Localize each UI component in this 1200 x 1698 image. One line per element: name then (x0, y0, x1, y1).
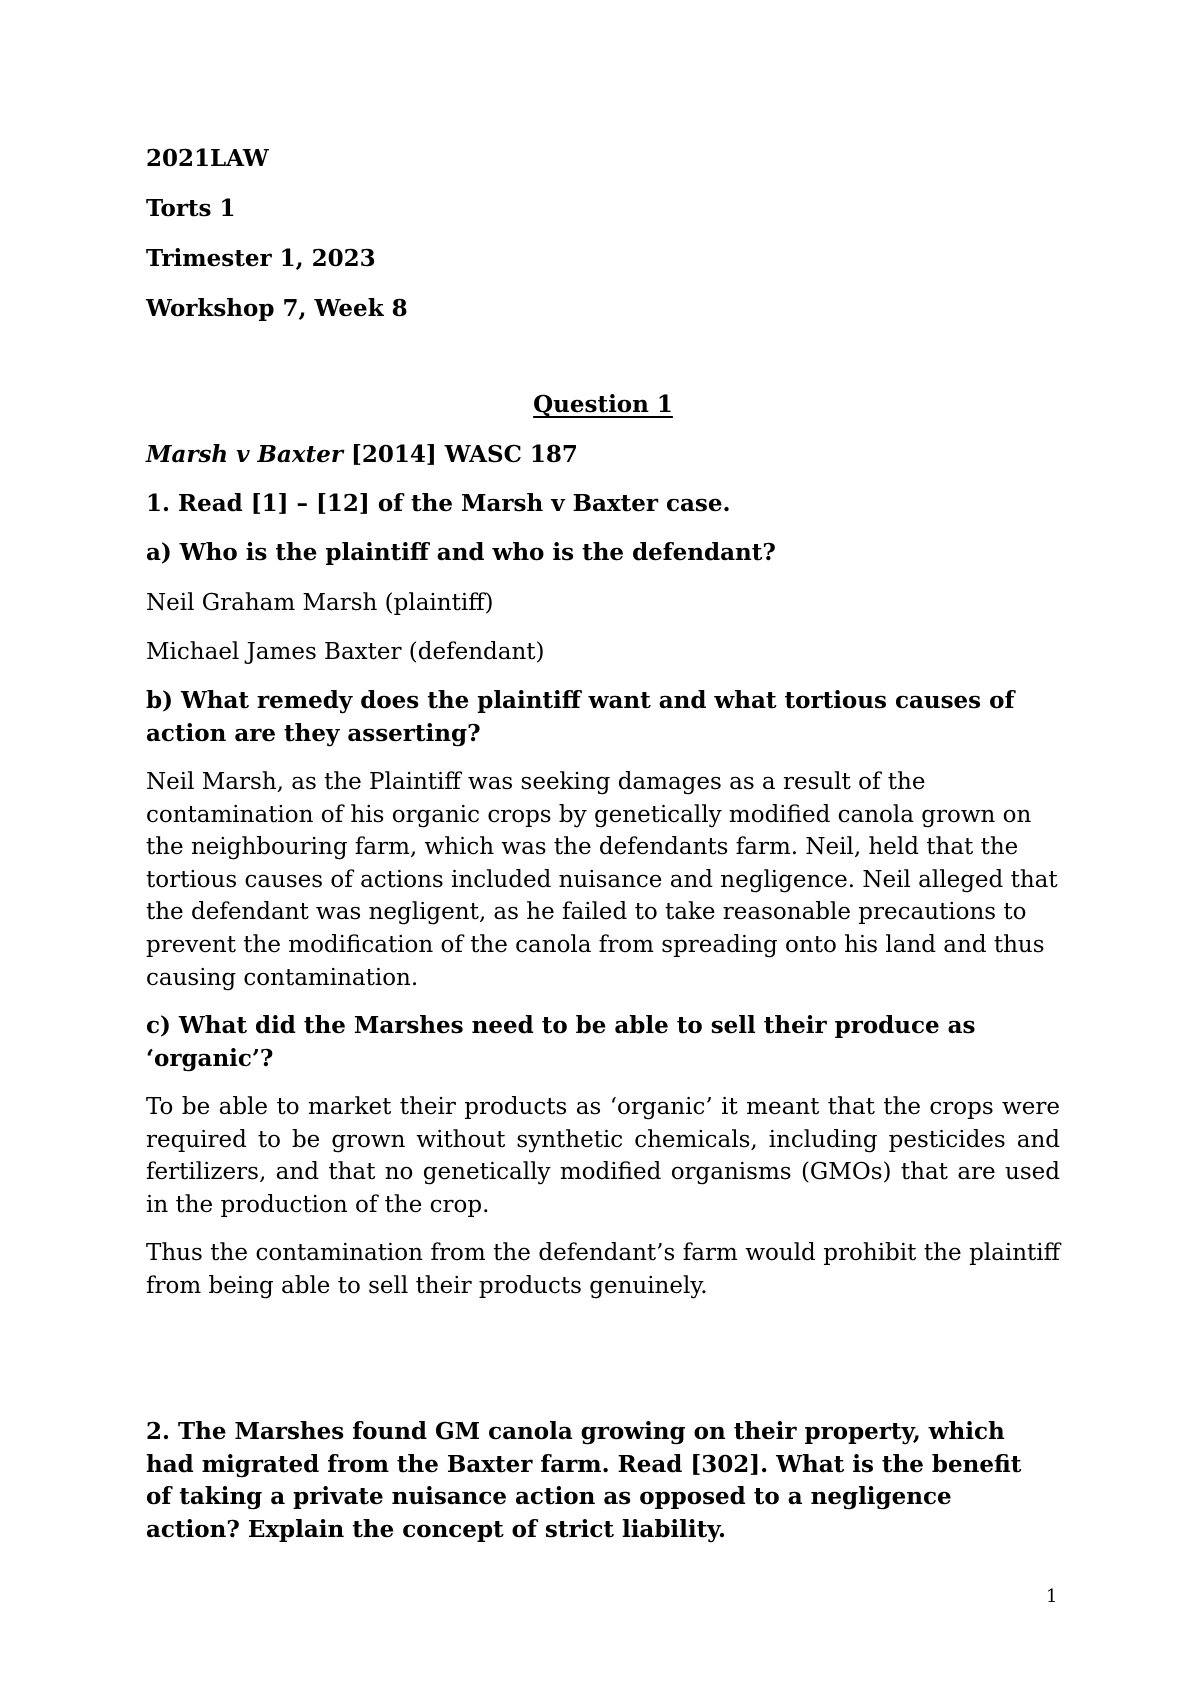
item1-instruction: 1. Read [1] – [12] of the Marsh v Baxter case. (146, 490, 731, 517)
subquestion-b: b) What remedy does the plaintiff want and what tortious causes of action are they asserting? (146, 687, 1015, 747)
subquestion-a: a) Who is the plaintiff and who is the defendant? (146, 539, 776, 566)
document-page (146, 0, 1060, 1698)
answer-a-plaintiff: Neil Graham Marsh (plaintiff) (146, 590, 494, 616)
course-code: 2021LAW (146, 145, 269, 172)
answer-c-paragraph2: Thus the contamination from the defendant’s farm would prohibit the plaintiff from being able to sell their products genuinely. (146, 1240, 1060, 1299)
question2: 2. The Marshes found GM canola growing on their property, which had migrated from the Baxter farm. Read [302]. What is the benefit of taking a private nuisance action as opposed to a negligence action? Explain the concept of strict liability. (146, 1418, 1022, 1543)
page-number: 1 (1046, 1586, 1058, 1607)
course-name: Torts 1 (146, 195, 236, 222)
case-citation: [2014] WASC 187 (342, 441, 578, 468)
answer-a-defendant: Michael James Baxter (defendant) (146, 639, 545, 665)
session: Workshop 7, Week 8 (146, 295, 408, 322)
answer-b: Neil Marsh, as the Plaintiff was seeking damages as a result of the contamination of his organic crops by genetically modified canola grown on the neighbouring farm, which was the defendants farm. Neil, held that the tortious causes of actions included nuisance and negligence. Neil alleged that the defendant was negligent, as he failed to take reasonable precautions to prevent the modification of the canola from spreading onto his land and thus causing contamination. (146, 769, 1058, 991)
case-name: Marsh v Baxter (146, 441, 343, 468)
answer-c-paragraph1: To be able to market their products as ‘organic’ it meant that the crops were required to be grown without synthetic chemicals, including pesticides and fertilizers, and that no genetically modified organisms (GMOs) that are used in the production of the crop. (146, 1094, 1060, 1218)
question1-heading: Question 1 (533, 391, 673, 418)
term: Trimester 1, 2023 (146, 245, 376, 272)
case-reference (146, 439, 578, 471)
subquestion-c: c) What did the Marshes need to be able to sell their produce as ‘organic’? (146, 1012, 976, 1072)
